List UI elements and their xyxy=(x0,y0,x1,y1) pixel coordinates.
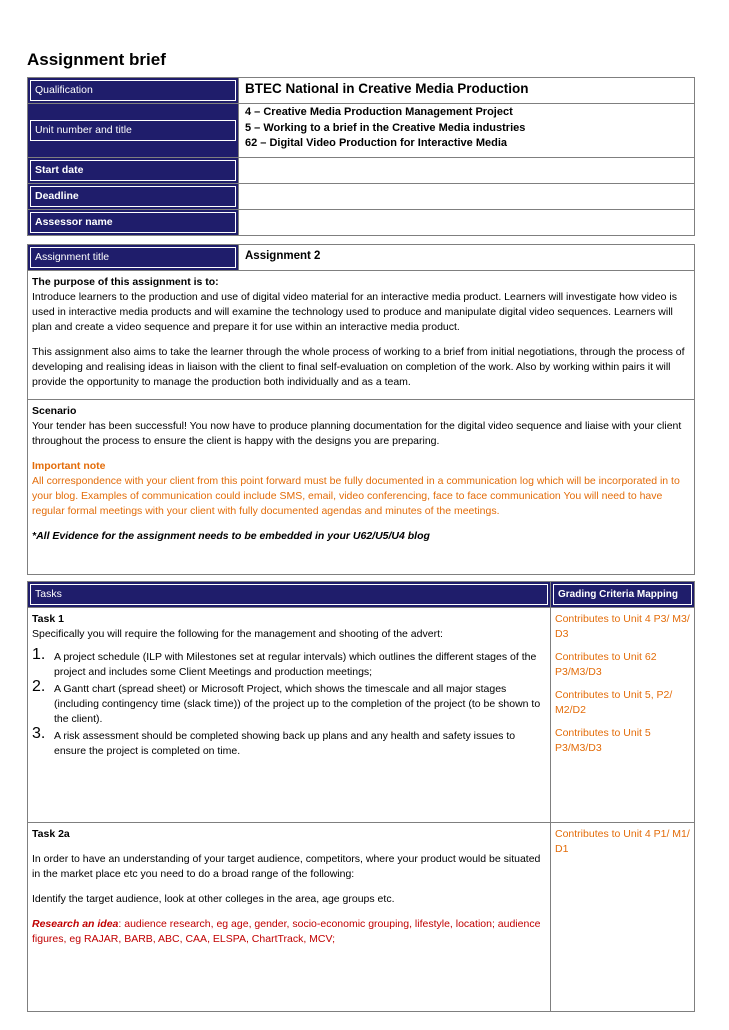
unit-item: 5 – Working to a brief in the Creative Media industries xyxy=(245,121,526,134)
task-2a-paragraph-1: In order to have an understanding of your target audience, competitors, where your product would be situated in the market place etc you need to do a broad range of the following: xyxy=(32,853,541,880)
unit-label: Unit number and title xyxy=(30,120,236,141)
info-table xyxy=(27,77,695,236)
unit-item: 4 – Creative Media Production Management Project xyxy=(245,106,513,118)
assignment-title-value: Assignment 2 xyxy=(239,245,695,271)
task-2a-research xyxy=(32,917,546,947)
task-1-heading: Task 1 xyxy=(32,613,64,625)
assessor-label: Assessor name xyxy=(30,212,236,233)
tasks-header: Tasks xyxy=(30,584,548,605)
grading-item: Contributes to Unit 4 P1/ M1/ D1 xyxy=(555,828,690,855)
research-text: : audience research, eg age, gender, socio-economic grouping, lifestyle, location; audience figures, eg RAJAR, BARB, ABC, CAA, ELSPA, ChartTrack, MCV; xyxy=(32,918,541,945)
research-label: Research an idea xyxy=(32,918,119,930)
start-date-label-cell xyxy=(28,158,239,184)
list-number: 3. xyxy=(32,725,46,742)
grading-item: Contributes to Unit 62 P3/M3/D3 xyxy=(555,651,657,678)
list-item-text: A project schedule (ILP with Milestones set at regular intervals) which outlines the different stages of the project and includes some Client Meetings and production meetings; xyxy=(54,651,537,678)
unit-list xyxy=(239,104,695,158)
assessor-label-cell xyxy=(28,210,239,236)
list-item xyxy=(32,678,546,727)
task-2a-grading-cell xyxy=(551,823,695,1012)
qualification-label-cell xyxy=(28,78,239,104)
list-item-text: A risk assessment should be completed showing back up plans and any health and safety issues to ensure the project is completed on time. xyxy=(54,730,516,757)
task-2a-cell xyxy=(28,823,551,1012)
deadline-label: Deadline xyxy=(30,186,236,207)
task-1-cell xyxy=(28,608,551,823)
task-1-intro: Specifically you will require the following for the management and shooting of the advert: xyxy=(32,628,443,640)
scenario-section xyxy=(28,400,695,575)
scenario-heading: Scenario xyxy=(32,405,77,417)
task-2a-paragraph-2: Identify the target audience, look at other colleges in the area, age groups etc. xyxy=(32,893,395,905)
assignment-title-label-cell xyxy=(28,245,239,271)
page-title: Assignment brief xyxy=(27,50,166,69)
tasks-table xyxy=(27,581,695,1012)
assignment-table xyxy=(27,244,695,575)
scenario-text: Your tender has been successful! You now have to produce planning documentation for the digital video sequence and liaise with your client throughout the process to ensure the client is happy with the designs you are preparing. xyxy=(32,420,682,447)
grading-item: Contributes to Unit 4 P3/ M3/ D3 xyxy=(555,613,690,640)
purpose-paragraph-2: This assignment also aims to take the learner through the whole process of working to a brief from initial negotiations, through the process of developing and realising ideas in liaison with the client to final self-evaluation on completion of the work. Also by working within pairs it will provide the opportunity to manage the production both individually and as a team. xyxy=(32,346,685,388)
task-2a-heading: Task 2a xyxy=(32,828,70,840)
list-item-text: A Gantt chart (spread sheet) or Microsoft Project, which shows the timescale and all major stages (including contingency time (slack time)) of the project up to the completion of the project (to be shown to the client). xyxy=(54,683,541,725)
deadline-value xyxy=(239,184,695,210)
grading-header-cell xyxy=(551,582,695,608)
task-1-list xyxy=(32,646,546,759)
important-note-text: All correspondence with your client from this point forward must be fully documented in a communication log which will be incorporated in to your blog. Examples of communication could include SMS, email, video conferencing, face to face communication You will need to have regular formal meetings with your client with fully documented agendas and minutes of the meetings. xyxy=(32,475,680,517)
grading-header: Grading Criteria Mapping xyxy=(553,584,692,605)
deadline-label-cell xyxy=(28,184,239,210)
evidence-note: *All Evidence for the assignment needs to be embedded in your U62/U5/U4 blog xyxy=(32,530,430,542)
list-item xyxy=(32,646,546,680)
qualification-label: Qualification xyxy=(30,80,236,101)
purpose-paragraph-1: Introduce learners to the production and use of digital video material for an interactive media product. Learners will investigate how video is used in interactive media products and will examine the technology used to produce and manipulate digital video sequences. Learners will plan and create a video sequence and prepare it for use within an interactive media product. xyxy=(32,291,677,333)
purpose-section xyxy=(28,271,695,400)
assessor-value xyxy=(239,210,695,236)
unit-label-cell xyxy=(28,104,239,158)
start-date-label: Start date xyxy=(30,160,236,181)
tasks-header-cell xyxy=(28,582,551,608)
grading-item: Contributes to Unit 5, P2/ M2/D2 xyxy=(555,689,673,716)
list-number: 1. xyxy=(32,646,46,663)
purpose-heading: The purpose of this assignment is to: xyxy=(32,276,219,288)
important-note-heading: Important note xyxy=(32,460,106,472)
task-1-grading-cell xyxy=(551,608,695,823)
list-item xyxy=(32,725,546,759)
assignment-title-label: Assignment title xyxy=(30,247,236,268)
qualification-value: BTEC National in Creative Media Production xyxy=(239,78,695,104)
grading-item: Contributes to Unit 5 P3/M3/D3 xyxy=(555,727,651,754)
unit-item: 62 – Digital Video Production for Interactive Media xyxy=(245,137,508,149)
list-number: 2. xyxy=(32,678,46,695)
start-date-value xyxy=(239,158,695,184)
